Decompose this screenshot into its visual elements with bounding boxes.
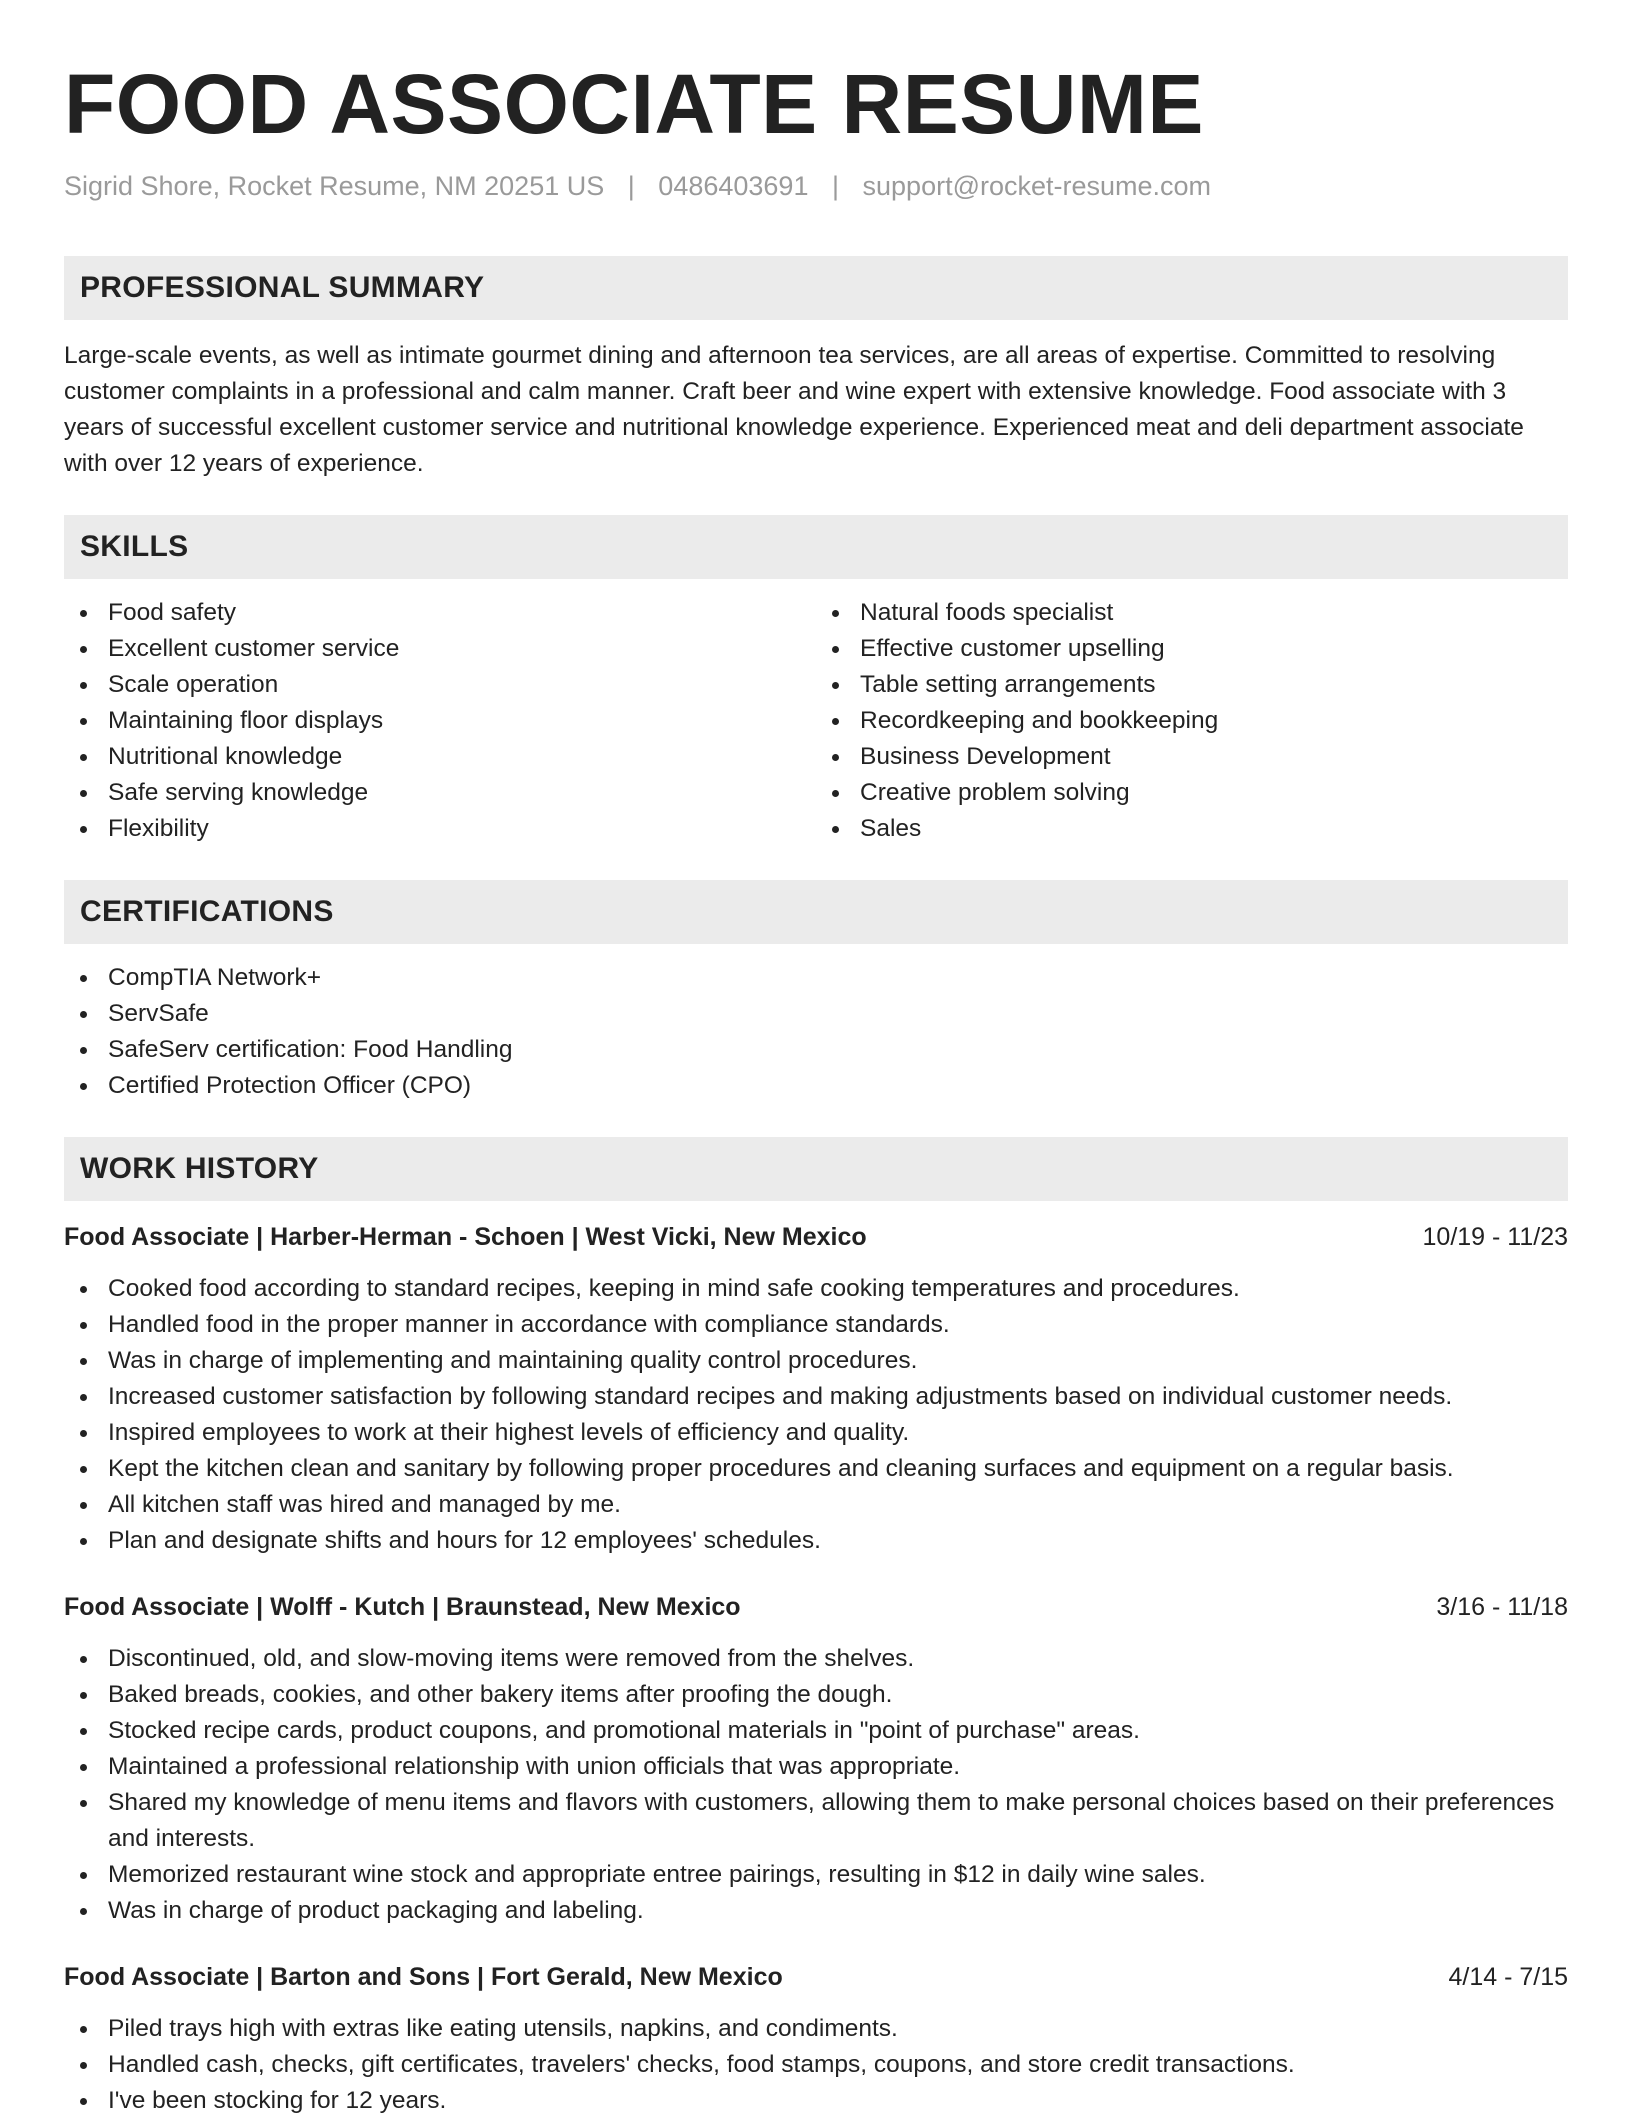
job-bullet: I've been stocking for 12 years. (64, 2083, 1568, 2119)
job-bullet: Handled cash, checks, gift certificates, travelers' checks, food stamps, coupons, and store credit transactions. (64, 2047, 1568, 2083)
job-bullet: Handled food in the proper manner in accordance with compliance standards. (64, 1307, 1568, 1343)
section-header-summary: PROFESSIONAL SUMMARY (64, 256, 1568, 320)
job-bullet: Discontinued, old, and slow-moving items were removed from the shelves. (64, 1641, 1568, 1677)
job-dates: 10/19 - 11/23 (1422, 1222, 1568, 1251)
contact-line (64, 169, 1568, 204)
certification-item: ServSafe (64, 996, 1568, 1032)
section-header-skills: SKILLS (64, 515, 1568, 579)
job-header (64, 1959, 1568, 1995)
skill-item: Natural foods specialist (816, 595, 1568, 631)
job-bullets (64, 1271, 1568, 1559)
job-entry (64, 1219, 1568, 1559)
job-bullet: Maintained a professional relationship with union officials that was appropriate. (64, 1749, 1568, 1785)
job-bullet: Plan and designate shifts and hours for 12 employees' schedules. (64, 1523, 1568, 1559)
skill-item: Sales (816, 811, 1568, 847)
job-bullets (64, 2011, 1568, 2119)
job-title: Food Associate | Barton and Sons | Fort Gerald, New Mexico (64, 1962, 783, 1991)
job-title: Food Associate | Wolff - Kutch | Braunstead, New Mexico (64, 1592, 741, 1621)
job-bullets (64, 1641, 1568, 1929)
job-title: Food Associate | Harber-Herman - Schoen | West Vicki, New Mexico (64, 1222, 867, 1251)
resume-title: FOOD ASSOCIATE RESUME (64, 57, 1204, 151)
skill-item: Table setting arrangements (816, 667, 1568, 703)
contact-separator: | (627, 170, 635, 201)
job-bullet: Stocked recipe cards, product coupons, and promotional materials in "point of purchase" areas. (64, 1713, 1568, 1749)
section-header-certifications: CERTIFICATIONS (64, 880, 1568, 944)
job-bullet: All kitchen staff was hired and managed by me. (64, 1487, 1568, 1523)
skill-item: Effective customer upselling (816, 631, 1568, 667)
job-bullet: Cooked food according to standard recipes, keeping in mind safe cooking temperatures and procedures. (64, 1271, 1568, 1307)
skill-item: Safe serving knowledge (64, 775, 816, 811)
contact-separator: | (831, 170, 839, 201)
job-bullet: Piled trays high with extras like eating utensils, napkins, and condiments. (64, 2011, 1568, 2047)
skills-columns (64, 595, 1568, 847)
certifications-list (64, 960, 1568, 1104)
certification-item: SafeServ certification: Food Handling (64, 1032, 1568, 1068)
job-dates: 4/14 - 7/15 (1448, 1962, 1568, 1991)
contact-email: support@rocket-resume.com (862, 170, 1212, 201)
summary-text: Large-scale events, as well as intimate gourmet dining and afternoon tea services, are all areas of expertise. Committed to resolving customer complaints in a professional and calm manner. Craft beer and wine expert with extensive knowledge. Food associate with 3 years of successful excellent customer service and nutritional knowledge experience. Experienced meat and deli department associate with over 12 years of experience. (64, 341, 1524, 477)
skill-item: Creative problem solving (816, 775, 1568, 811)
skill-item: Excellent customer service (64, 631, 816, 667)
contact-address: Sigrid Shore, Rocket Resume, NM 20251 US (64, 170, 605, 201)
job-bullet: Inspired employees to work at their highest levels of efficiency and quality. (64, 1415, 1568, 1451)
job-bullet: Kept the kitchen clean and sanitary by following proper procedures and cleaning surfaces and equipment on a regular basis. (64, 1451, 1568, 1487)
job-entry (64, 1959, 1568, 2119)
certification-item: CompTIA Network+ (64, 960, 1568, 996)
job-dates: 3/16 - 11/18 (1436, 1592, 1568, 1621)
job-bullet: Increased customer satisfaction by following standard recipes and making adjustments based on individual customer needs. (64, 1379, 1568, 1415)
job-bullet: Baked breads, cookies, and other bakery items after proofing the dough. (64, 1677, 1568, 1713)
skill-item: Flexibility (64, 811, 816, 847)
job-bullet: Memorized restaurant wine stock and appropriate entree pairings, resulting in $12 in daily wine sales. (64, 1857, 1568, 1893)
job-bullet: Was in charge of product packaging and labeling. (64, 1893, 1568, 1929)
skill-item: Nutritional knowledge (64, 739, 816, 775)
contact-phone: 0486403691 (658, 170, 809, 201)
job-header (64, 1589, 1568, 1625)
skill-item: Recordkeeping and bookkeeping (816, 703, 1568, 739)
job-bullet: Shared my knowledge of menu items and flavors with customers, allowing them to make personal choices based on their preferences and interests. (64, 1785, 1568, 1857)
skill-item: Food safety (64, 595, 816, 631)
skills-list-left (64, 595, 816, 847)
job-bullet: Was in charge of implementing and maintaining quality control procedures. (64, 1343, 1568, 1379)
job-entry (64, 1589, 1568, 1929)
skills-list-right (816, 595, 1568, 847)
certification-item: Certified Protection Officer (CPO) (64, 1068, 1568, 1104)
job-header (64, 1219, 1568, 1255)
section-header-work-history: WORK HISTORY (64, 1137, 1568, 1201)
skill-item: Business Development (816, 739, 1568, 775)
skill-item: Maintaining floor displays (64, 703, 816, 739)
skill-item: Scale operation (64, 667, 816, 703)
